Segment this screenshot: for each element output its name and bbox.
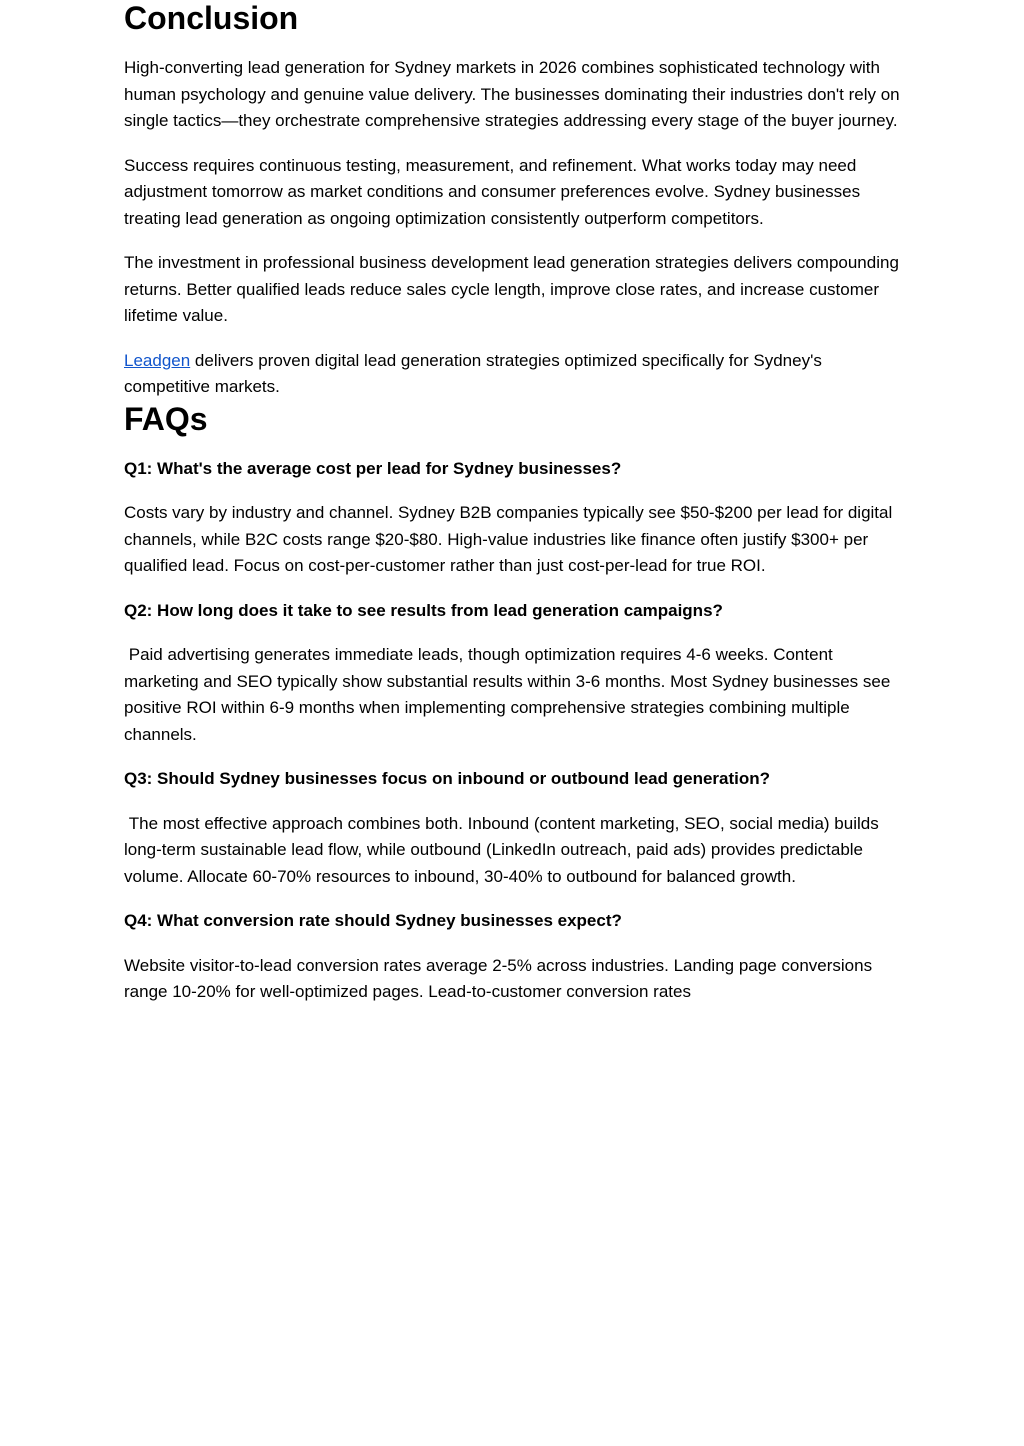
faq-question-4: Q4: What conversion rate should Sydney businesses expect?	[124, 911, 622, 930]
faqs-section	[124, 401, 900, 1006]
conclusion-paragraph-leadgen	[124, 348, 900, 401]
faq-answer-2: Paid advertising generates immediate leads, though optimization requires 4-6 weeks. Content marketing and SEO typically show substantial results within 3-6 months. Most Sydney businesses see positive ROI within 6-9 months when implementing comprehensive strategies combining multiple channels.	[124, 645, 896, 744]
faq-answer-3: The most effective approach combines both. Inbound (content marketing, SEO, social media) builds long-term sustainable lead flow, while outbound (LinkedIn outreach, paid ads) provides predictable volume. Allocate 60-70% resources to inbound, 30-40% to outbound for balanced growth.	[124, 813, 884, 886]
conclusion-heading: Conclusion	[124, 0, 299, 36]
faq-question-3: Q3: Should Sydney businesses focus on inbound or outbound lead generation?	[124, 769, 771, 788]
leadgen-link[interactable]: Leadgen	[124, 350, 191, 370]
conclusion-paragraph-1: High-converting lead generation for Sydney markets in 2026 combines sophisticated technology with human psychology and genuine value delivery. The businesses dominating their industries don't rely on single tactics—they orchestrate comprehensive strategies addressing every stage of the buyer journey.	[124, 58, 900, 130]
conclusion-section	[124, 0, 900, 401]
faqs-heading: FAQs	[124, 400, 208, 437]
conclusion-paragraph-2: Success requires continuous testing, measurement, and refinement. What works today may need adjustment tomorrow as market conditions and consumer preferences evolve. Sydney businesses treating lead generation as ongoing optimization consistently outperform competitors.	[124, 155, 861, 228]
faq-question-1: Q1: What's the average cost per lead for Sydney businesses?	[124, 458, 622, 478]
conclusion-paragraph-3: The investment in professional business development lead generation strategies delivers compounding returns. Better qualified leads reduce sales cycle length, improve close rates, and increase customer lifetime value.	[124, 253, 899, 325]
leadgen-paragraph-text: delivers proven digital lead generation strategies optimized specifically for Sydney's competitive markets.	[124, 350, 822, 396]
faq-question-2: Q2: How long does it take to see results from lead generation campaigns?	[124, 600, 723, 620]
faq-answer-4: Website visitor-to-lead conversion rates average 2-5% across industries. Landing page conversions range 10-20% for well-optimized pages. Lead-to-customer conversion rates	[124, 955, 877, 1001]
faq-answer-1: Costs vary by industry and channel. Sydney B2B companies typically see $50-$200 per lead for digital channels, while B2C costs range $20-$80. High-value industries like finance often justify $300+ per qualified lead. Focus on cost-per-customer rather than just cost-per-lead for true ROI.	[124, 503, 897, 575]
